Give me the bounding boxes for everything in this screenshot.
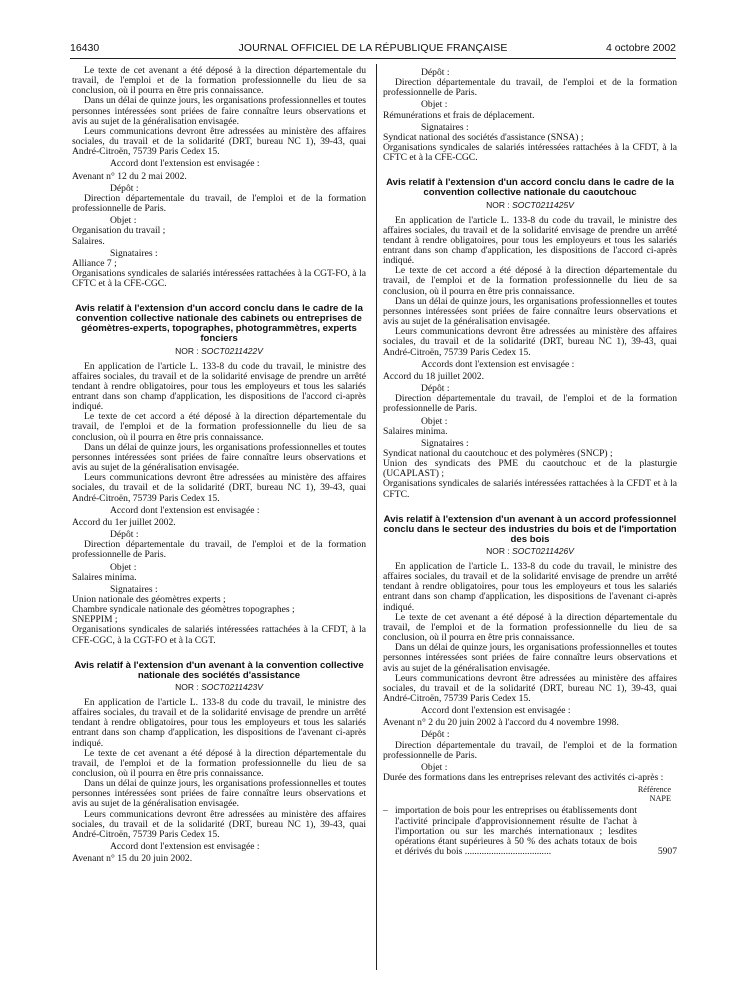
section-title: Avis relatif à l'extension d'un accord conclu dans le cadre de la convention collective nationale des cabinets ou entreprises de géomètres-experts, topographes, photogrammètres, experts fonciers [75, 303, 363, 345]
field-value: Organisations syndicales de salariés intéressées rattachées à la CFDT et à la CFTC. [383, 478, 677, 500]
field-value: Organisations syndicales de salariés intéressées rattachées à la CFDT, à la CFE-CGC, à la CGT-FO et à la CGT. [72, 624, 366, 646]
nor-reference [383, 201, 677, 210]
field-label: Accord dont l'extension est envisagée : [110, 841, 260, 853]
field-value: Salaires minima. [383, 425, 448, 437]
paragraph: Dans un délai de quinze jours, les organisations professionnelles et toutes personnes intéressées sont priées de faire connaître leurs observations et avis au sujet de la généralisation envisagée. [72, 778, 366, 810]
field-value: Direction départementale du travail, de l'emploi et de la formation professionnelle de Paris. [72, 539, 366, 561]
field-label: Objet : [421, 99, 448, 111]
nor-reference [383, 547, 677, 556]
nor-label: NOR : [486, 199, 510, 210]
list-item-text: importation de bois pour les entreprises ou établissements dont l'activité principale d'approvisionnement résulte de l'achat à l'importation ou sur les marchés internationaux ; lesdites opérations étant supérieures à 50 % des achats totaux de bois et dérivés du bois .................................... [395, 805, 637, 858]
field-label: Signataires : [110, 583, 158, 595]
paragraph: Le texte de cet avenant a été déposé à la direction départementale du travail, de l'emploi et de la formation professionnelle du lieu de sa conclusion, où il pourra en être pris connaissance. [72, 747, 366, 779]
field-value: Organisations syndicales de salariés intéressées rattachées à la CFDT, à la CFTC et à la CFE-CGC. [383, 142, 677, 164]
field-value: Rémunérations et frais de déplacement. [383, 109, 535, 121]
list-item-reference: 5907 [657, 846, 677, 858]
field-label: Accords dont l'extension est envisagée : [421, 358, 575, 370]
field-label: Dépôt : [110, 529, 139, 541]
field-label: Objet : [110, 215, 137, 227]
field-value: Direction départementale du travail, de l'emploi et de la formation professionnelle de Paris. [383, 77, 677, 99]
paragraph: Le texte de cet accord a été déposé à la direction départementale du travail, de l'emploi et de la formation professionnelle du lieu de sa conclusion, où il pourra en être pris connaissance. [72, 411, 366, 443]
nor-label: NOR : [175, 681, 199, 692]
paragraph: Leurs communications devront être adressées au ministère des affaires sociales, du travail et de la solidarité (DRT, bureau NC 1), 39-43, quai André-Citroën, 75739 Paris Cedex 15. [383, 326, 677, 358]
list-item [383, 806, 677, 857]
field-value: SNEPPIM ; [72, 614, 118, 626]
nor-reference [72, 347, 366, 356]
nor-label: NOR : [175, 345, 199, 356]
nor-reference [72, 683, 366, 692]
page-header [70, 40, 676, 59]
reference-header-code: NAPE [649, 793, 671, 803]
field-label: Signataires : [421, 121, 469, 133]
section-title: Avis relatif à l'extension d'un avenant à un accord professionnel conclu dans le secteur des industries du bois et de l'importation des bois [383, 513, 677, 545]
field-label: Objet : [110, 561, 137, 573]
paragraph: En application de l'article L. 133-8 du code du travail, le ministre des affaires sociales, du travail et de la solidarité envisage de prendre un arrêté tendant à rendre obligatoires, pour tous les employeurs et tous les salariés entrant dans son champ d'application, les dispositions de l'avenant ci-après indiqué. [383, 560, 677, 613]
nor-label: NOR : [486, 545, 510, 556]
field-label: Dépôt : [421, 729, 450, 741]
section-title: Avis relatif à l'extension d'un avenant à la convention collective nationale des sociétés d'assistance [74, 659, 364, 681]
field-value: Salaires minima. [72, 571, 137, 583]
field-value: Durée des formations dans les entreprises relevant des activités ci-après : [383, 772, 664, 784]
paragraph: Le texte de cet accord a été déposé à la direction départementale du travail, de l'emploi et de la formation professionnelle du lieu de sa conclusion, où il pourra en être pris connaissance. [383, 265, 677, 297]
reference-header-label: Référence [637, 785, 671, 795]
nor-code: SOCT0211423V [201, 681, 263, 692]
field-value: Chambre syndicale nationale des géomètres topographes ; [72, 604, 295, 616]
paragraph: En application de l'article L. 133-8 du code du travail, le ministre des affaires sociales, du travail et de la solidarité envisage de prendre un arrêté tendant à rendre obligatoires, pour tous les employeurs et tous les salariés entrant dans son champ d'application, les dispositions de l'accord ci-après indiqué. [383, 214, 677, 267]
paragraph: Leurs communications devront être adressées au ministère des affaires sociales, du travail et de la solidarité (DRT, bureau NC 1), 39-43, quai André-Citroën, 75739 Paris Cedex 15. [72, 125, 366, 158]
paragraph: Leurs communications devront être adressées au ministère des affaires sociales, du travail et de la solidarité (DRT, bureau NC 1), 39-43, quai André-Citroën, 75739 Paris Cedex 15. [72, 472, 366, 504]
paragraph: En application de l'article L. 133-8 du code du travail, le ministre des affaires sociales, du travail et de la solidarité envisage de prendre un arrêté tendant à rendre obligatoires, pour tous les employeurs et tous les salariés entrant dans son champ d'application, les dispositions de l'accord ci-après indiqué. [72, 360, 366, 413]
paragraph: Leurs communications devront être adressées au ministère des affaires sociales, du travail et de la solidarité (DRT, bureau NC 1), 39-43, quai André-Citroën, 75739 Paris Cedex 15. [72, 808, 366, 840]
reference-header [383, 786, 677, 803]
column-divider [376, 64, 377, 970]
paragraph: Leurs communications devront être adressées au ministère des affaires sociales, du travail et de la solidarité (DRT, bureau NC 1), 39-43, quai André-Citroën, 75739 Paris Cedex 15. [383, 672, 677, 704]
journal-title: JOURNAL OFFICIEL DE LA RÉPUBLIQUE FRANÇAISE [238, 42, 508, 54]
right-column [383, 66, 677, 857]
field-value: Avenant n° 2 du 20 juin 2002 à l'accord du 4 novembre 1998. [383, 717, 619, 729]
field-label: Accord dont l'extension est envisagée : [110, 504, 260, 516]
field-value: Avenant n° 12 du 2 mai 2002. [72, 170, 187, 182]
left-column [72, 66, 366, 864]
field-value: Union nationale des géomètres experts ; [72, 593, 226, 605]
section-title: Avis relatif à l'extension d'un accord conclu dans le cadre de la convention collective nationale du caoutchouc [386, 177, 674, 199]
field-value: Direction départementale du travail, de l'emploi et de la formation professionnelle de Paris. [72, 192, 366, 215]
field-label: Signataires : [110, 247, 158, 259]
field-value: Organisations syndicales de salariés intéressées rattachées à la CGT-FO, à la CFTC et à la CFE-CGC. [72, 267, 366, 290]
paragraph: Dans un délai de quinze jours, les organisations professionnelles et toutes personnes intéressées sont priées de faire connaître leurs observations et avis au sujet de la généralisation envisagée. [383, 642, 677, 674]
field-value: Organisation du travail ; [72, 225, 166, 237]
field-label: Accord dont l'extension est envisagée : [421, 705, 571, 717]
paragraph: Le texte de cet avenant a été déposé à la direction départementale du travail, de l'emploi et de la formation professionnelle du lieu de sa conclusion, où il pourra en être pris connaissance. [72, 65, 366, 97]
nor-code: SOCT0211422V [201, 345, 263, 356]
page-number: 16430 [70, 42, 100, 54]
nor-code: SOCT0211425V [512, 199, 574, 210]
field-label: Objet : [421, 761, 448, 773]
field-value: Syndicat national du caoutchouc et des polymères (SNCP) ; [383, 447, 613, 459]
field-label: Dépôt : [421, 383, 450, 395]
paragraph: Dans un délai de quinze jours, les organisations professionnelles et toutes personnes intéressées sont priées de faire connaître leurs observations et avis au sujet de la généralisation envisagée. [383, 295, 677, 328]
field-value: Alliance 7 ; [72, 257, 117, 269]
field-label: Dépôt : [110, 182, 139, 194]
field-label: Signataires : [421, 437, 469, 449]
paragraph: Dans un délai de quinze jours, les organisations professionnelles et toutes personnes intéressées sont priées de faire connaître leurs observations et avis au sujet de la généralisation envisagée. [72, 95, 366, 127]
field-value: Avenant n° 15 du 20 juin 2002. [72, 853, 193, 865]
field-value: Accord du 1er juillet 2002. [72, 516, 176, 528]
field-value: Syndicat national des sociétés d'assistance (SNSA) ; [383, 131, 584, 143]
field-label: Accord dont l'extension est envisagée : [110, 158, 260, 170]
field-value: Union des syndicats des PME du caoutchouc et de la plasturgie (UCAPLAST) ; [383, 458, 677, 480]
issue-date: 4 octobre 2002 [605, 42, 676, 54]
field-value: Direction départementale du travail, de l'emploi et de la formation professionnelle de Paris. [383, 393, 677, 415]
paragraph: Dans un délai de quinze jours, les organisations professionnelles et toutes personnes intéressées sont priées de faire connaître leurs observations et avis au sujet de la généralisation envisagée. [72, 441, 366, 474]
dash-marker: – [383, 805, 388, 817]
paragraph: En application de l'article L. 133-8 du code du travail, le ministre des affaires sociales, du travail et de la solidarité envisage de prendre un arrêté tendant à rendre obligatoires, pour tous les employeurs et tous les salariés entrant dans son champ d'application, les dispositions de l'avenant ci-après indiqué. [72, 696, 366, 749]
field-value: Direction départementale du travail, de l'emploi et de la formation professionnelle de Paris. [383, 739, 677, 761]
field-label: Objet : [421, 415, 448, 427]
field-value: Salaires. [72, 235, 105, 247]
nor-code: SOCT0211426V [512, 545, 574, 556]
field-value: Accord du 18 juillet 2002. [383, 370, 484, 382]
field-label: Dépôt : [421, 67, 450, 78]
paragraph: Le texte de cet avenant a été déposé à la direction départementale du travail, de l'emploi et de la formation professionnelle du lieu de sa conclusion, où il pourra en être pris connaissance. [383, 611, 677, 644]
